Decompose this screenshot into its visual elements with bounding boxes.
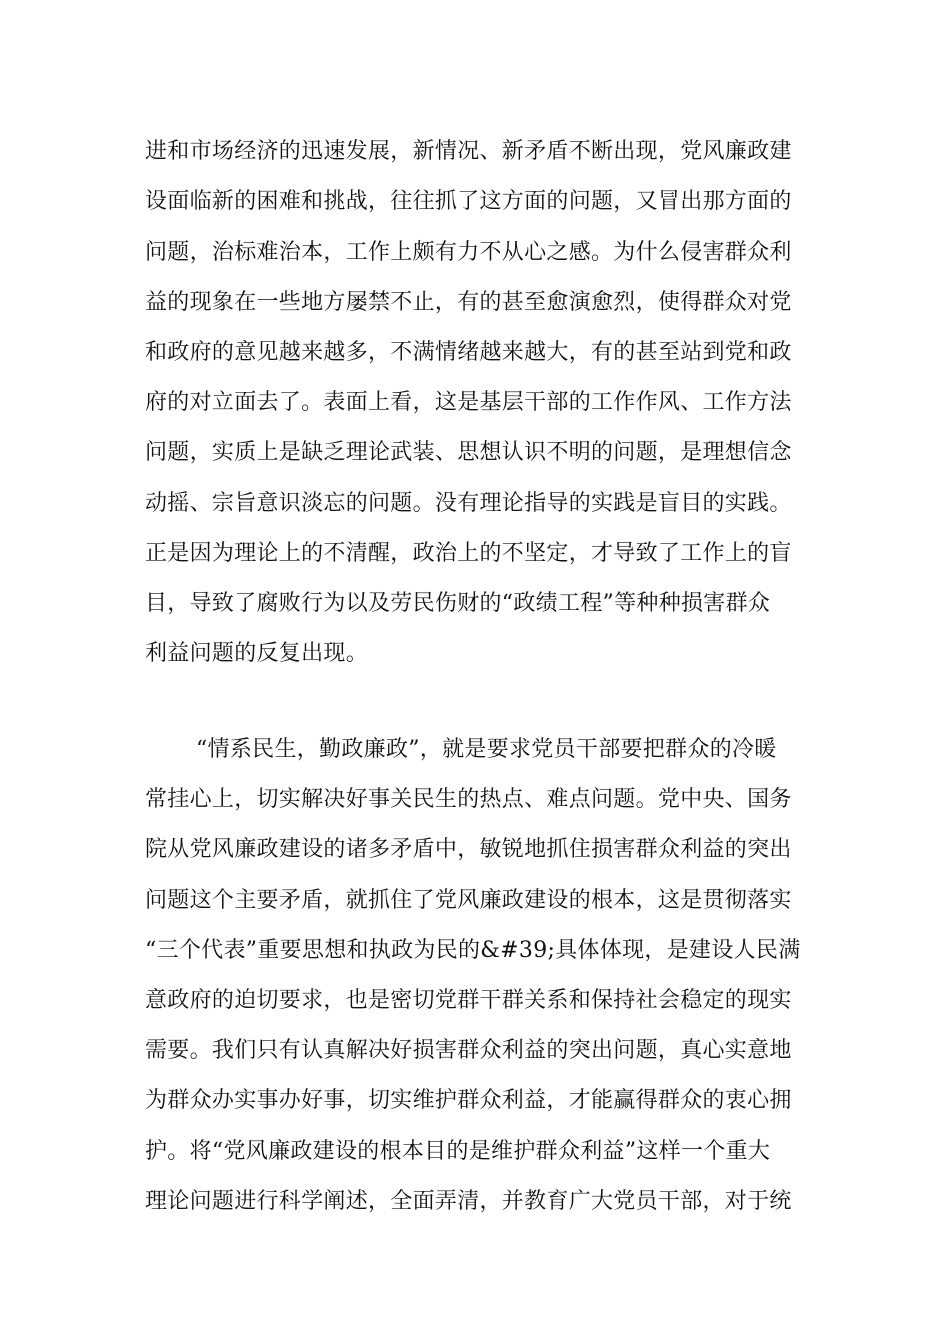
paragraph-1-line-7: 问题，实质上是缺乏理论武装、思想认识不明的问题，是理想信念 [145, 440, 792, 465]
paragraph-2-line-2: 常挂心上，切实解决好事关民生的热点、难点问题。党中央、国务 [145, 787, 792, 812]
paragraph-1-line-6: 府的对立面去了。表面上看，这是基层干部的工作作风、工作方法 [145, 390, 792, 415]
paragraph-2-line-7: 需要。我们只有认真解决好损害群众利益的突出问题，真心实意地 [145, 1038, 792, 1063]
paragraph-2-line-6: 意政府的迫切要求，也是密切党群干群关系和保持社会稳定的现实 [145, 988, 792, 1013]
paragraph-2-line-10: 理论问题进行科学阐述，全面弄清，并教育广大党员干部，对于统 [145, 1189, 792, 1214]
paragraph-2-line-5: “三个代表”重要思想和执政为民的&#39;具体体现，是建设人民满 [145, 938, 801, 963]
paragraph-1-line-9: 正是因为理论上的不清醒，政治上的不坚定，才导致了工作上的盲 [145, 541, 792, 566]
paragraph-1-line-8: 动摇、宗旨意识淡忘的问题。没有理论指导的实践是盲目的实践。 [145, 491, 792, 516]
paragraph-2-line-9: 护。将“党风廉政建设的根本目的是维护群众利益”这样一个重大 [145, 1139, 771, 1164]
paragraph-2-line-3: 院从党风廉政建设的诸多矛盾中，敏锐地抓住损害群众利益的突出 [145, 837, 792, 862]
paragraph-2-line-4: 问题这个主要矛盾，就抓住了党风廉政建设的根本，这是贯彻落实 [145, 888, 792, 913]
paragraph-1-line-5: 和政府的意见越来越多，不满情绪越来越大，有的甚至站到党和政 [145, 340, 792, 365]
paragraph-1-line-3: 问题，治标难治本，工作上颇有力不从心之感。为什么侵害群众利 [145, 240, 792, 265]
paragraph-1-line-1: 进和市场经济的迅速发展，新情况、新矛盾不断出现，党风廉政建 [145, 139, 792, 164]
paragraph-2-line-1: “情系民生，勤政廉政”，就是要求党员干部要把群众的冷暖 [196, 737, 777, 762]
paragraph-1-line-4: 益的现象在一些地方屡禁不止，有的甚至愈演愈烈，使得群众对党 [145, 290, 792, 315]
paragraph-1-line-2: 设面临新的困难和挑战，往往抓了这方面的问题，又冒出那方面的 [145, 189, 792, 214]
paragraph-1-line-10: 目，导致了腐败行为以及劳民伤财的“政绩工程”等种种损害群众 [145, 591, 771, 616]
paragraph-1-line-11: 利益问题的反复出现。 [145, 641, 369, 666]
paragraph-2-line-8: 为群众办实事办好事，切实维护群众利益，才能赢得群众的衷心拥 [145, 1088, 792, 1113]
